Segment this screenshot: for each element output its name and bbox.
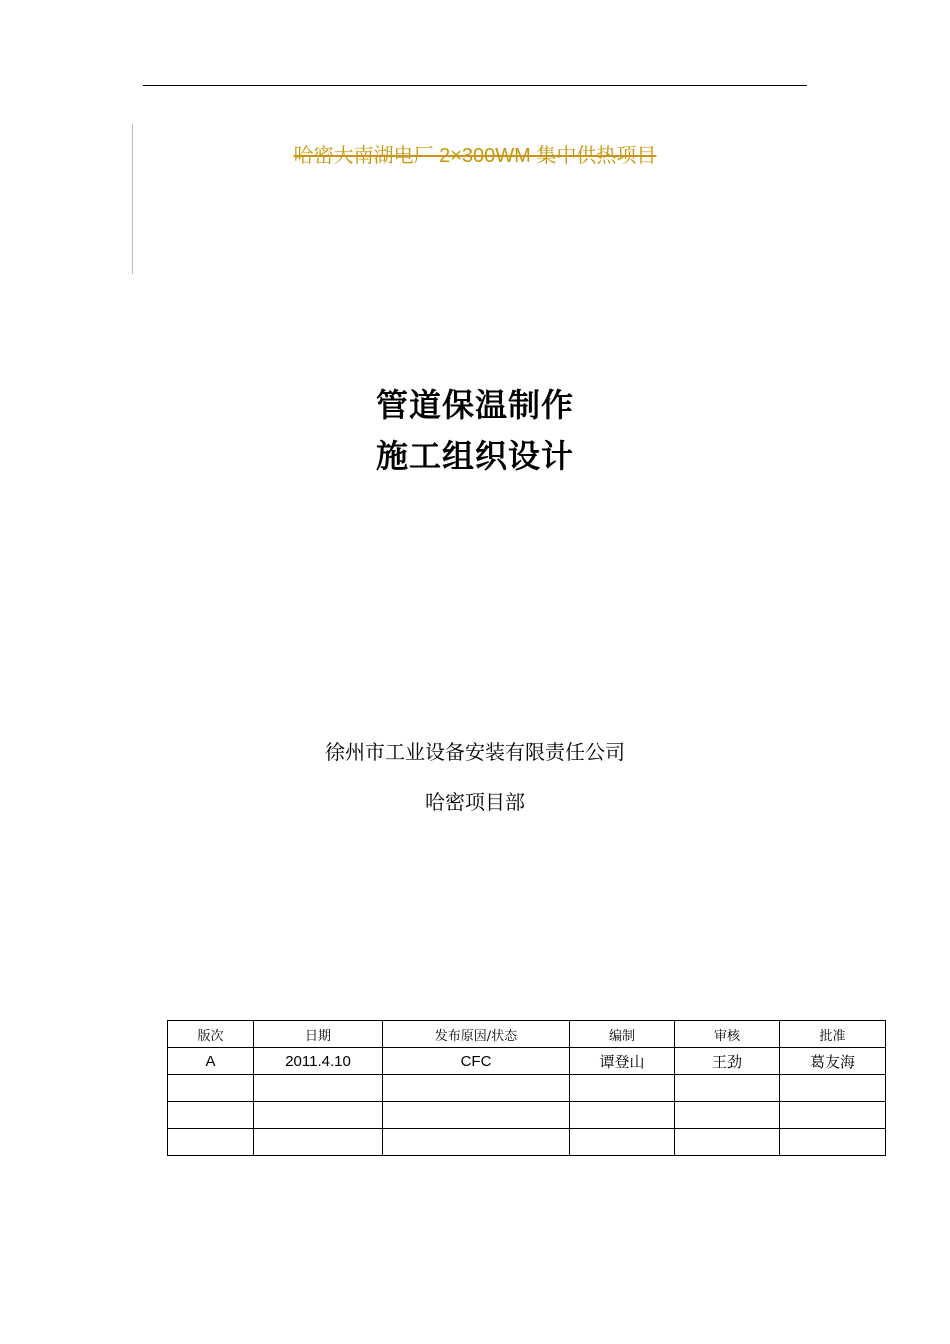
cell-date <box>254 1129 383 1156</box>
table-row <box>168 1048 886 1075</box>
table-row <box>168 1102 886 1129</box>
cell-issue-reason: CFC <box>383 1048 570 1075</box>
header-approved-by: 批准 <box>780 1021 886 1048</box>
cell-prepared-by <box>570 1102 675 1129</box>
cell-prepared-by <box>570 1075 675 1102</box>
project-title: 哈密大南湖电厂 2×300WM 集中供热项目 <box>293 145 657 167</box>
header-prepared-by: 编制 <box>570 1021 675 1048</box>
cell-version: A <box>168 1048 254 1075</box>
cell-version <box>168 1129 254 1156</box>
cell-checked-by <box>675 1075 780 1102</box>
cell-approved-by: 葛友海 <box>780 1048 886 1075</box>
cell-version <box>168 1102 254 1129</box>
revision-table <box>167 1020 886 1156</box>
cell-checked-by <box>675 1129 780 1156</box>
table-row <box>168 1075 886 1102</box>
header-date: 日期 <box>254 1021 383 1048</box>
cell-date <box>254 1102 383 1129</box>
cell-prepared-by: 谭登山 <box>570 1048 675 1075</box>
table-row <box>168 1129 886 1156</box>
cell-checked-by <box>675 1102 780 1129</box>
cell-date: 2011.4.10 <box>254 1048 383 1075</box>
header-version: 版次 <box>168 1021 254 1048</box>
revision-table-header-row <box>168 1021 886 1048</box>
cell-approved-by <box>780 1075 886 1102</box>
header-issue-reason: 发布原因/状态 <box>383 1021 570 1048</box>
cell-approved-by <box>780 1102 886 1129</box>
cell-issue-reason <box>383 1129 570 1156</box>
header-rule <box>143 85 807 86</box>
cell-issue-reason <box>383 1102 570 1129</box>
cell-approved-by <box>780 1129 886 1156</box>
department-name: 哈密项目部 <box>425 790 525 814</box>
cell-version <box>168 1075 254 1102</box>
document-title-line1: 管道保温制作 <box>375 386 574 424</box>
cell-issue-reason <box>383 1075 570 1102</box>
document-title-line2: 施工组织设计 <box>375 437 574 475</box>
cell-checked-by: 王劲 <box>675 1048 780 1075</box>
cell-date <box>254 1075 383 1102</box>
header-checked-by: 审核 <box>675 1021 780 1048</box>
company-name: 徐州市工业设备安装有限责任公司 <box>325 740 625 764</box>
cell-prepared-by <box>570 1129 675 1156</box>
